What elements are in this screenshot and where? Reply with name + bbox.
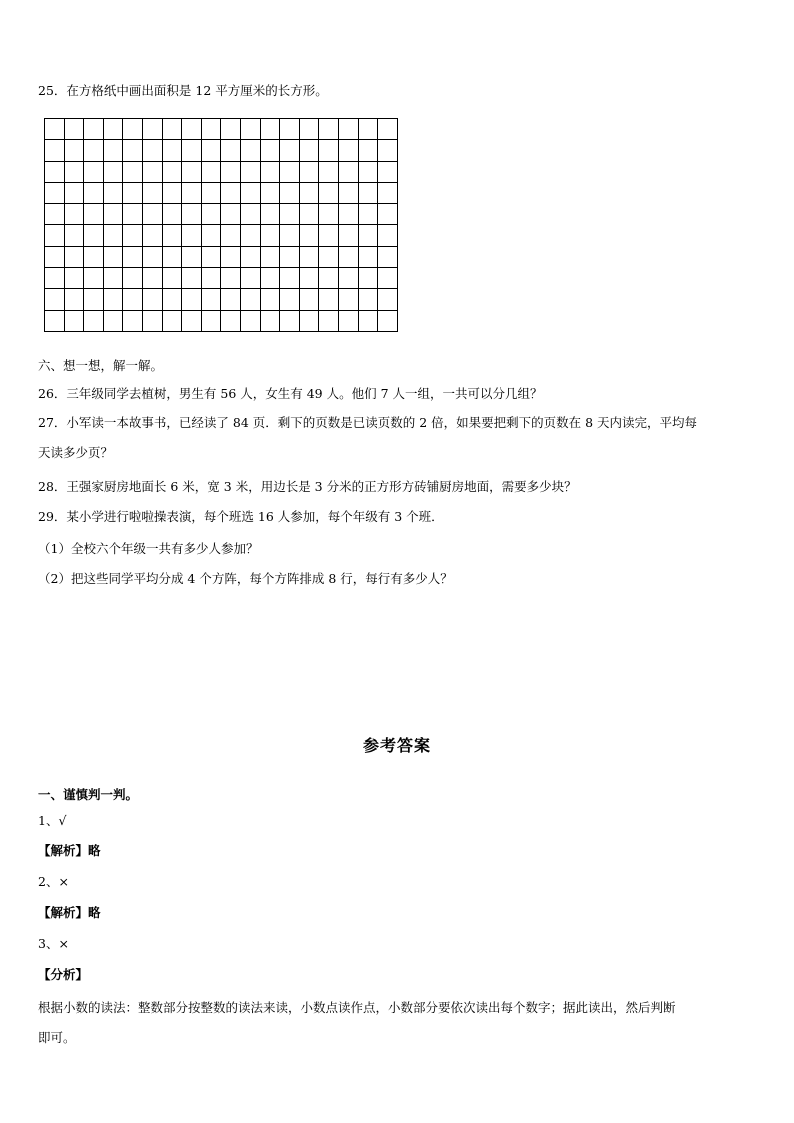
grid-cell: [162, 161, 182, 182]
grid-cell: [162, 119, 182, 140]
grid-cell: [162, 204, 182, 225]
grid-cell: [280, 182, 300, 203]
grid-cell: [84, 246, 104, 267]
grid-cell: [319, 310, 339, 331]
grid-cell: [45, 204, 65, 225]
grid-cell: [162, 310, 182, 331]
grid-cell: [162, 246, 182, 267]
grid-cell: [319, 161, 339, 182]
grid-cell: [319, 268, 339, 289]
grid-cell: [260, 182, 280, 203]
grid-cell: [378, 204, 398, 225]
grid-cell: [182, 225, 202, 246]
grid-cell: [201, 225, 221, 246]
grid-cell: [358, 161, 378, 182]
grid-cell: [45, 310, 65, 331]
grid-cell: [260, 204, 280, 225]
grid-row: [45, 119, 398, 140]
grid-row: [45, 246, 398, 267]
grid-cell: [240, 161, 260, 182]
grid-cell: [45, 289, 65, 310]
grid-row: [45, 204, 398, 225]
grid-cell: [240, 182, 260, 203]
grid-cell: [280, 119, 300, 140]
grid-cell: [103, 310, 123, 331]
grid-cell: [84, 161, 104, 182]
grid-cell: [84, 289, 104, 310]
grid-cell: [280, 310, 300, 331]
grid-cell: [123, 204, 143, 225]
grid-cell: [378, 225, 398, 246]
question-28: 28．王强家厨房地面长 6 米，宽 3 米，用边长是 3 分米的正方形方砖铺厨房地面，需要多少块？: [38, 479, 577, 494]
grid-cell: [240, 289, 260, 310]
grid-cell: [142, 140, 162, 161]
grid-cell: [319, 119, 339, 140]
grid-cell: [182, 310, 202, 331]
grid-cell: [64, 140, 84, 161]
grid-cell: [338, 161, 358, 182]
grid-row: [45, 140, 398, 161]
grid-cell: [201, 289, 221, 310]
grid-cell: [182, 182, 202, 203]
grid-cell: [299, 268, 319, 289]
grid-cell: [45, 119, 65, 140]
grid-cell: [378, 289, 398, 310]
grid-cell: [142, 182, 162, 203]
grid-cell: [299, 289, 319, 310]
grid-cell: [103, 204, 123, 225]
grid-cell: [260, 246, 280, 267]
grid-cell: [221, 182, 241, 203]
grid-cell: [201, 204, 221, 225]
grid-cell: [64, 119, 84, 140]
grid-cell: [123, 246, 143, 267]
grid-cell: [64, 289, 84, 310]
grid-cell: [260, 119, 280, 140]
grid-cell: [358, 310, 378, 331]
answers-title: 参考答案: [362, 736, 431, 755]
grid-cell: [45, 268, 65, 289]
grid-cell: [142, 268, 162, 289]
grid-cell: [103, 119, 123, 140]
grid-cell: [221, 119, 241, 140]
grid-cell: [299, 246, 319, 267]
grid-cell: [64, 225, 84, 246]
grid-cell: [358, 140, 378, 161]
grid-cell: [142, 204, 162, 225]
grid-cell: [338, 225, 358, 246]
grid-cell: [221, 161, 241, 182]
question-25: 25．在方格纸中画出面积是 12 平方厘米的长方形。: [38, 83, 328, 98]
grid-cell: [358, 246, 378, 267]
grid-cell: [240, 119, 260, 140]
grid-cell: [319, 289, 339, 310]
grid-cell: [64, 182, 84, 203]
grid-cell: [142, 161, 162, 182]
grid-row: [45, 182, 398, 203]
grid-cell: [358, 182, 378, 203]
grid-cell: [221, 289, 241, 310]
grid-row: [45, 268, 398, 289]
grid-cell: [123, 268, 143, 289]
grid-cell: [182, 119, 202, 140]
grid-cell: [378, 182, 398, 203]
grid-cell: [84, 119, 104, 140]
grid-cell: [123, 140, 143, 161]
grid-cell: [280, 246, 300, 267]
answer-1-analysis: 【解析】略: [38, 843, 101, 858]
grid-cell: [221, 246, 241, 267]
grid-cell: [84, 182, 104, 203]
grid-cell: [103, 268, 123, 289]
grid-cell: [378, 268, 398, 289]
grid-cell: [221, 268, 241, 289]
grid-cell: [123, 182, 143, 203]
grid-cell: [45, 161, 65, 182]
grid-cell: [260, 289, 280, 310]
grid-cell: [64, 268, 84, 289]
grid-cell: [123, 119, 143, 140]
grid-cell: [84, 140, 104, 161]
grid-cell: [358, 268, 378, 289]
grid-cell: [338, 119, 358, 140]
grid-cell: [182, 140, 202, 161]
grid-cell: [299, 310, 319, 331]
grid-cell: [84, 310, 104, 331]
grid-cell: [280, 225, 300, 246]
grid-cell: [123, 161, 143, 182]
grid-cell: [142, 225, 162, 246]
grid-cell: [260, 161, 280, 182]
grid-cell: [280, 204, 300, 225]
grid-cell: [201, 246, 221, 267]
question-26: 26．三年级同学去植树，男生有 56 人，女生有 49 人。他们 7 人一组，一共可以分几组？: [38, 386, 543, 401]
grid-cell: [142, 119, 162, 140]
grid-cell: [201, 140, 221, 161]
grid-cell: [45, 182, 65, 203]
grid-cell: [240, 225, 260, 246]
grid-cell: [142, 246, 162, 267]
grid-cell: [182, 246, 202, 267]
grid-cell: [64, 246, 84, 267]
grid-cell: [201, 310, 221, 331]
grid-cell: [123, 289, 143, 310]
grid-cell: [64, 161, 84, 182]
grid-cell: [299, 182, 319, 203]
grid-row: [45, 289, 398, 310]
grid-cell: [260, 140, 280, 161]
grid-cell: [162, 289, 182, 310]
grid-cell: [103, 161, 123, 182]
grid-row: [45, 225, 398, 246]
grid-cell: [240, 268, 260, 289]
grid-cell: [142, 310, 162, 331]
grid-cell: [142, 289, 162, 310]
grid-cell: [103, 140, 123, 161]
question-27-line-2: 天读多少页？: [38, 445, 114, 460]
answer-3-analysis-label: 【分析】: [38, 967, 89, 982]
grid-cell: [182, 204, 202, 225]
grid-cell: [201, 268, 221, 289]
grid-cell: [378, 140, 398, 161]
grid-cell: [358, 289, 378, 310]
grid-cell: [378, 119, 398, 140]
answer-3-analysis-text-2: 即可。: [38, 1030, 76, 1045]
grid-cell: [319, 140, 339, 161]
grid-cell: [45, 246, 65, 267]
grid-cell: [45, 225, 65, 246]
grid-cell: [162, 268, 182, 289]
grid-row: [45, 161, 398, 182]
grid-cell: [84, 225, 104, 246]
grid-cell: [182, 289, 202, 310]
grid-cell: [299, 119, 319, 140]
grid-cell: [280, 140, 300, 161]
square-grid-paper: [44, 118, 398, 332]
grid-cell: [299, 225, 319, 246]
grid-cell: [338, 310, 358, 331]
grid-cell: [299, 204, 319, 225]
grid-cell: [338, 289, 358, 310]
grid-cell: [338, 140, 358, 161]
grid-cell: [103, 289, 123, 310]
grid-cell: [280, 161, 300, 182]
question-29-part-1: （1）全校六个年级一共有多少人参加？: [38, 541, 259, 556]
grid-cell: [358, 204, 378, 225]
grid-cell: [378, 310, 398, 331]
question-29-part-2: （2）把这些同学平均分成 4 个方阵，每个方阵排成 8 行，每行有多少人？: [38, 571, 453, 586]
grid-cell: [103, 246, 123, 267]
grid-cell: [162, 182, 182, 203]
grid-cell: [64, 310, 84, 331]
question-29: 29．某小学进行啦啦操表演，每个班选 16 人参加，每个年级有 3 个班．: [38, 509, 444, 524]
grid-cell: [280, 289, 300, 310]
grid-cell: [240, 246, 260, 267]
grid-cell: [358, 225, 378, 246]
grid-cell: [338, 182, 358, 203]
grid-cell: [319, 204, 339, 225]
grid-cell: [221, 225, 241, 246]
grid-cell: [103, 225, 123, 246]
grid-cell: [123, 310, 143, 331]
grid-cell: [280, 268, 300, 289]
answer-2: 2、×: [38, 874, 69, 889]
grid-cell: [338, 246, 358, 267]
question-27-line-1: 27．小军读一本故事书，已经读了 84 页．剩下的页数是已读页数的 2 倍，如果要把剩下的页数在 8 天内读完，平均每: [38, 415, 698, 430]
grid-cell: [201, 161, 221, 182]
grid-cell: [201, 182, 221, 203]
grid-cell: [123, 225, 143, 246]
answer-1: 1、√: [38, 813, 67, 828]
grid-cell: [240, 310, 260, 331]
grid-cell: [240, 204, 260, 225]
grid-cell: [45, 140, 65, 161]
answer-3: 3、×: [38, 936, 69, 951]
answer-2-analysis: 【解析】略: [38, 905, 101, 920]
grid-cell: [103, 182, 123, 203]
grid-cell: [84, 204, 104, 225]
grid-row: [45, 310, 398, 331]
grid-cell: [64, 204, 84, 225]
grid-cell: [162, 225, 182, 246]
grid-cell: [221, 310, 241, 331]
grid-cell: [182, 268, 202, 289]
grid-cell: [260, 225, 280, 246]
grid-cell: [84, 268, 104, 289]
grid-cell: [299, 140, 319, 161]
grid-cell: [221, 140, 241, 161]
grid-cell: [260, 268, 280, 289]
answers-section-1-heading: 一、谨慎判一判。: [38, 787, 139, 802]
answer-3-analysis-text-1: 根据小数的读法：整数部分按整数的读法来读，小数点读作点，小数部分要依次读出每个数字；据此读出，然后判断: [38, 1000, 676, 1015]
grid-cell: [260, 310, 280, 331]
grid-cell: [319, 246, 339, 267]
section-6-heading: 六、想一想，解一解。: [38, 358, 164, 373]
grid-cell: [338, 268, 358, 289]
grid-cell: [319, 225, 339, 246]
grid-cell: [201, 119, 221, 140]
grid-cell: [299, 161, 319, 182]
grid-cell: [378, 246, 398, 267]
grid-cell: [182, 161, 202, 182]
grid-cell: [221, 204, 241, 225]
grid-cell: [240, 140, 260, 161]
grid-cell: [319, 182, 339, 203]
grid-cell: [338, 204, 358, 225]
grid-cell: [162, 140, 182, 161]
grid-cell: [358, 119, 378, 140]
grid-cell: [378, 161, 398, 182]
